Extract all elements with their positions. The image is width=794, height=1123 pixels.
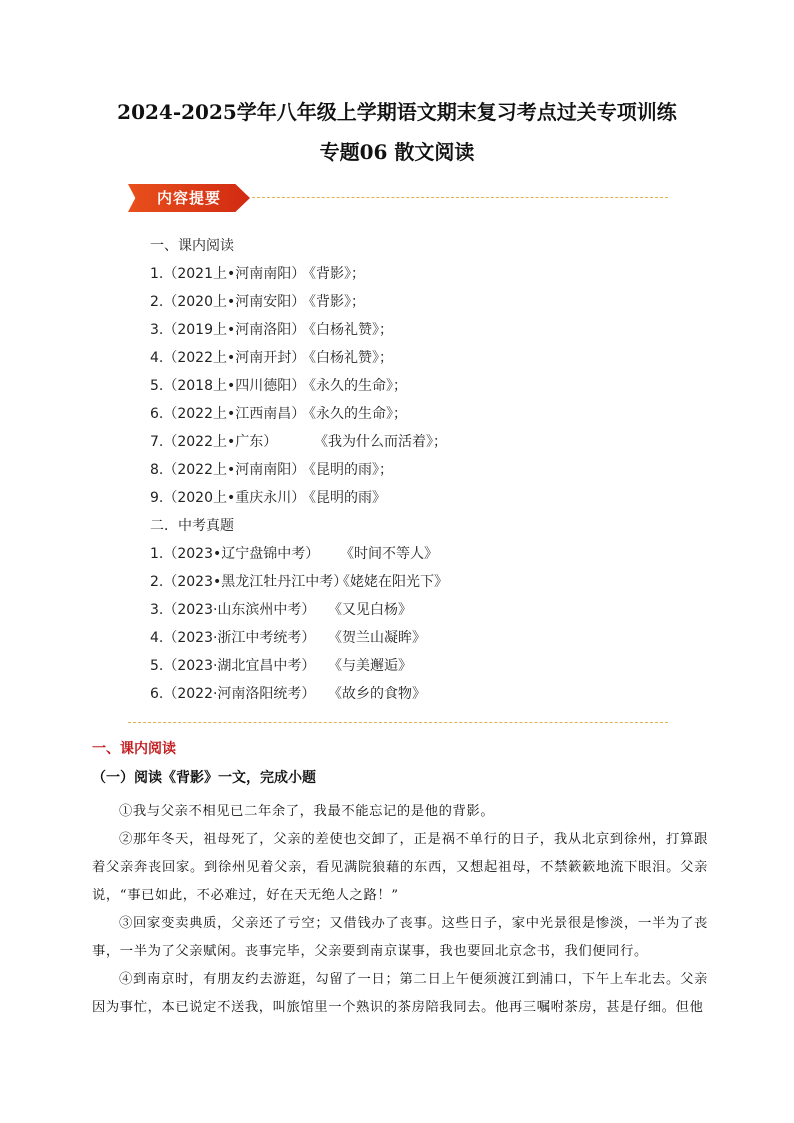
toc-title: 《与美邂逅》 (328, 658, 412, 674)
document-title: 2024-2025学年八年级上学期语文期末复习考点过关专项训练 (117, 100, 677, 124)
toc-source: 6.（2022上•江西南昌） (150, 406, 306, 422)
toc-source: 8.（2022上•河南南阳） (150, 462, 306, 478)
toc-title: 《背影》； (302, 266, 365, 282)
section-heading: 一、课内阅读 (92, 741, 176, 757)
reading-passage (92, 798, 708, 1022)
toc-source: 3.（2023·山东滨州中考） (150, 602, 316, 618)
toc-item (150, 624, 670, 652)
toc-title: 《贺兰山凝眸》 (328, 630, 426, 646)
toc-title: 《时间不等人》 (340, 546, 438, 562)
divider-bottom (128, 722, 668, 723)
toc-item (150, 484, 670, 512)
toc-item (150, 232, 670, 260)
toc-item (150, 316, 670, 344)
toc-item (150, 344, 670, 372)
toc-source: 3.（2019上•河南洛阳） (150, 322, 306, 338)
toc-item (150, 288, 670, 316)
toc-title: 《又见白杨》 (328, 602, 412, 618)
toc-title: 《我为什么而活着》； (314, 434, 447, 450)
toc-source: 1.（2021上•河南南阳） (150, 266, 306, 282)
toc-source: 5.（2023·湖北宜昌中考） (150, 658, 316, 674)
question-heading: （一）阅读《背影》一文，完成小题 (92, 770, 316, 786)
toc-item (150, 372, 670, 400)
toc-item (150, 428, 670, 456)
toc-item (150, 400, 670, 428)
passage-paragraph: ②那年冬天，祖母死了，父亲的差使也交卸了，正是祸不单行的日子，我从北京到徐州，打算跟着父亲奔丧回家。到徐州见着父亲，看见满院狼藉的东西，又想起祖母，不禁簌簌地流下眼泪。父亲说，“事已如此，不必难过，好在天无绝人之路！” (92, 832, 708, 903)
toc-item (150, 596, 670, 624)
divider-top (252, 197, 668, 198)
toc-title: 《昆明的雨》； (302, 462, 393, 478)
toc-item (150, 540, 670, 568)
passage-paragraph: ①我与父亲不相见已二年余了，我最不能忘记的是他的背影。 (119, 804, 495, 819)
toc-title: 《背影》； (302, 294, 365, 310)
toc-item (150, 568, 670, 596)
toc-item (150, 680, 670, 708)
toc-item (150, 652, 670, 680)
toc-item (150, 456, 670, 484)
toc-source: 7.（2022上•广东） (150, 434, 278, 450)
toc-title: 《姥姥在阳光下》 (336, 574, 448, 590)
toc-source: 二．中考真题 (150, 518, 234, 534)
toc-source: 6.（2022·河南洛阳统考） (150, 686, 316, 702)
document-subtitle: 专题06 散文阅读 (319, 140, 475, 164)
toc-title: 《永久的生命》； (302, 378, 407, 394)
toc-source: 4.（2022上•河南开封） (150, 350, 306, 366)
toc-title: 《永久的生命》； (302, 406, 407, 422)
toc-title: 《故乡的食物》 (328, 686, 426, 702)
passage-paragraph: ③回家变卖典质，父亲还了亏空；又借钱办了丧事。这些日子，家中光景很是惨淡，一半为了丧事，一半为了父亲赋闲。丧事完毕，父亲要到南京谋事，我也要回北京念书，我们便同行。 (92, 916, 708, 959)
contents-list (150, 232, 670, 708)
toc-source: 1.（2023•辽宁盘锦中考） (150, 546, 320, 562)
toc-item (150, 260, 670, 288)
summary-banner (128, 184, 668, 214)
toc-source: 9.（2020上•重庆永川） (150, 490, 306, 506)
toc-source: 5.（2018上•四川德阳） (150, 378, 306, 394)
toc-source: 2.（2020上•河南安阳） (150, 294, 306, 310)
toc-item (150, 512, 670, 540)
toc-source: 2.（2023•黑龙江牡丹江中考） (150, 574, 348, 590)
toc-source: 4.（2023·浙江中考统考） (150, 630, 316, 646)
toc-title: 《白杨礼赞》； (302, 350, 393, 366)
toc-source: 一、课内阅读 (150, 238, 234, 254)
toc-title: 《白杨礼赞》； (302, 322, 393, 338)
passage-paragraph: ④到南京时，有朋友约去游逛，勾留了一日；第二日上午便须渡江到浦口，下午上车北去。父亲因为事忙，本已说定不送我，叫旅馆里一个熟识的茶房陪我同去。他再三嘱咐茶房，甚是仔细。但他 (92, 972, 708, 1015)
banner-label: 内容提要 (156, 189, 221, 207)
toc-title: 《昆明的雨》 (302, 490, 386, 506)
